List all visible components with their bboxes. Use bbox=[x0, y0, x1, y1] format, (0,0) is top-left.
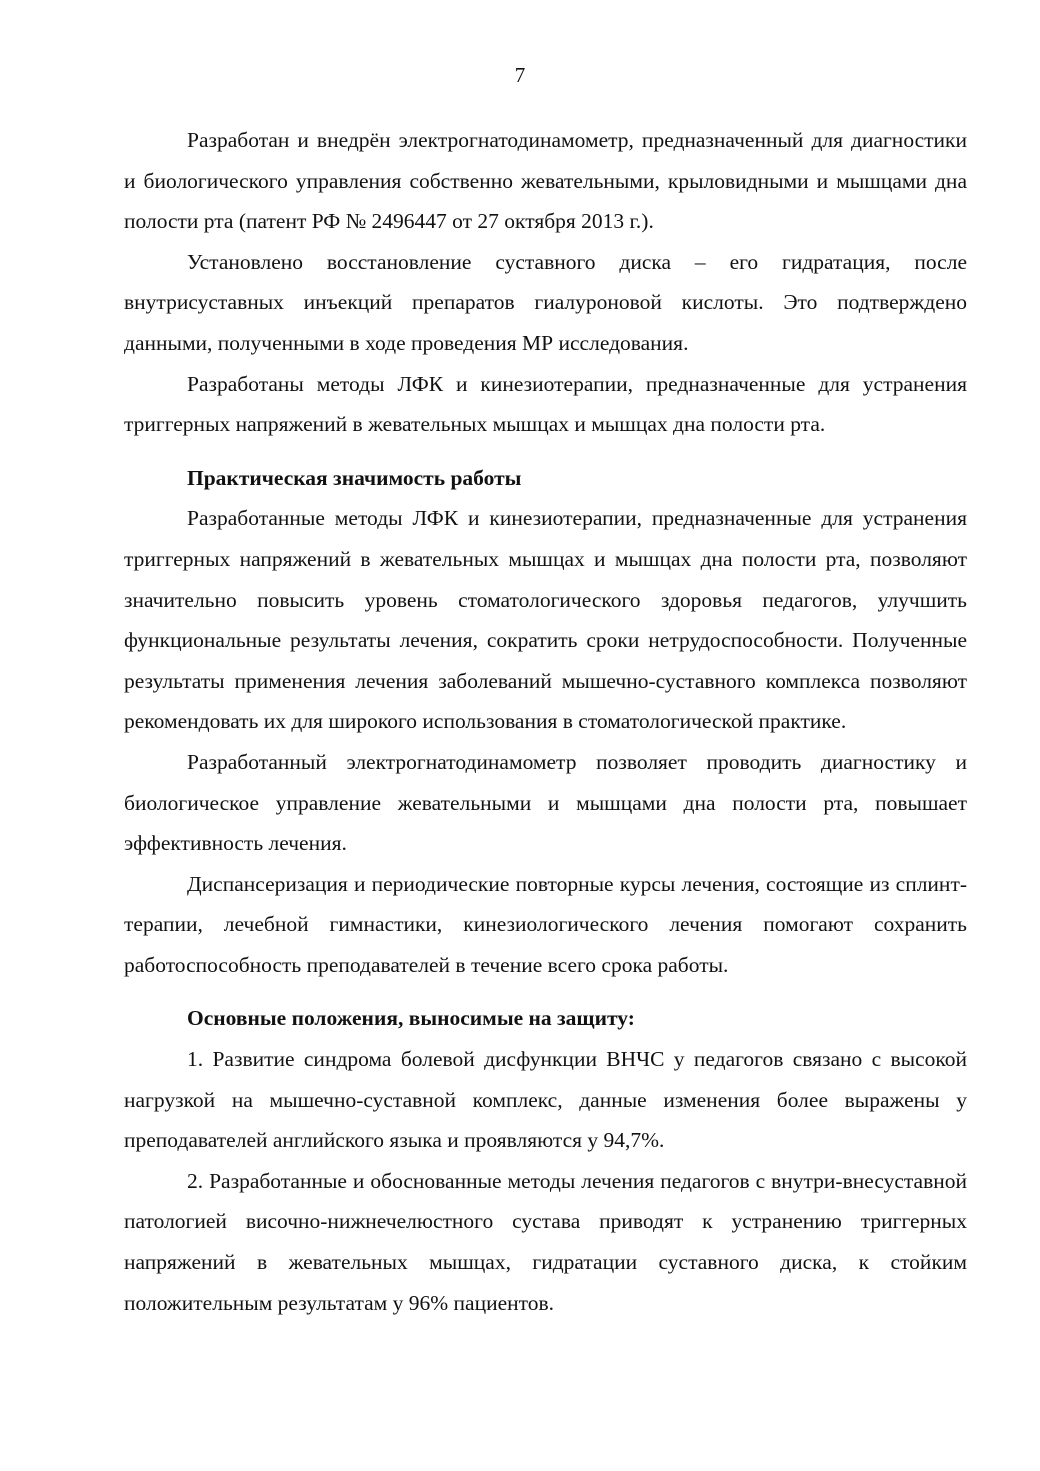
paragraph-practical-device: Разработанный электрогнатодинамометр позволяет проводить диагностику и биологическое управление жевательными и мышцами дна полости рта, повышает эффективность лечения. bbox=[124, 749, 967, 856]
page-number: 7 bbox=[514, 63, 526, 87]
defense-item-2: 2. Разработанные и обоснованные методы лечения педагогов с внутри-внесуставной патологией височно-нижнечелюстного сустава приводят к устранению триггерных напряжений в жевательных мышцах, гидратации суставного диска, к стойким положительным результатам у 96% пациентов. bbox=[124, 1168, 967, 1315]
paragraph-practical-followup: Диспансеризация и периодические повторные курсы лечения, состоящие из сплинт-терапии, лечебной гимнастики, кинезиологического лечения помогают сохранить работоспособность преподавателей в течение всего срока работы. bbox=[124, 871, 967, 977]
paragraph-gnathodynamometer: Разработан и внедрён электрогнатодинамометр, предназначенный для диагностики и биологического управления собственно жевательными, крыловидными и мышцами дна полости рта (патент РФ № 2496447 от 27 октября 2013 г.). bbox=[124, 128, 967, 234]
paragraph-disc-restoration: Установлено восстановление суставного диска – его гидратация, после внутрисуставных инъекций препаратов гиалуроновой кислоты. Это подтверждено данными, полученными в ходе проведения МР исследования. bbox=[124, 249, 967, 355]
heading-defense-provisions: Основные положения, выносимые на защиту: bbox=[187, 1006, 635, 1031]
document-body bbox=[124, 120, 967, 1323]
heading-practical-significance: Практическая значимость работы bbox=[187, 465, 522, 490]
paragraph-exercise-methods: Разработаны методы ЛФК и кинезиотерапии, предназначенные для устранения триггерных напряжений в жевательных мышцах и мышцах дна полости рта. bbox=[124, 371, 967, 437]
paragraph-practical-methods: Разработанные методы ЛФК и кинезиотерапии, предназначенные для устранения триггерных напряжений в жевательных мышцах и мышцах дна полости рта, позволяют значительно повысить уровень стоматологического здоровья педагогов, улучшить функциональные результаты лечения, сократить сроки нетрудоспособности. Полученные результаты применения лечения заболеваний мышечно-суставного комплекса позволяют рекомендовать их для широкого использования в стоматологической практике. bbox=[124, 506, 967, 734]
defense-item-1: 1. Развитие синдрома болевой дисфункции ВНЧС у педагогов связано с высокой нагрузкой на мышечно-суставной комплекс, данные изменения более выражены у преподавателей английского языка и проявляются у 94,7%. bbox=[124, 1047, 967, 1153]
